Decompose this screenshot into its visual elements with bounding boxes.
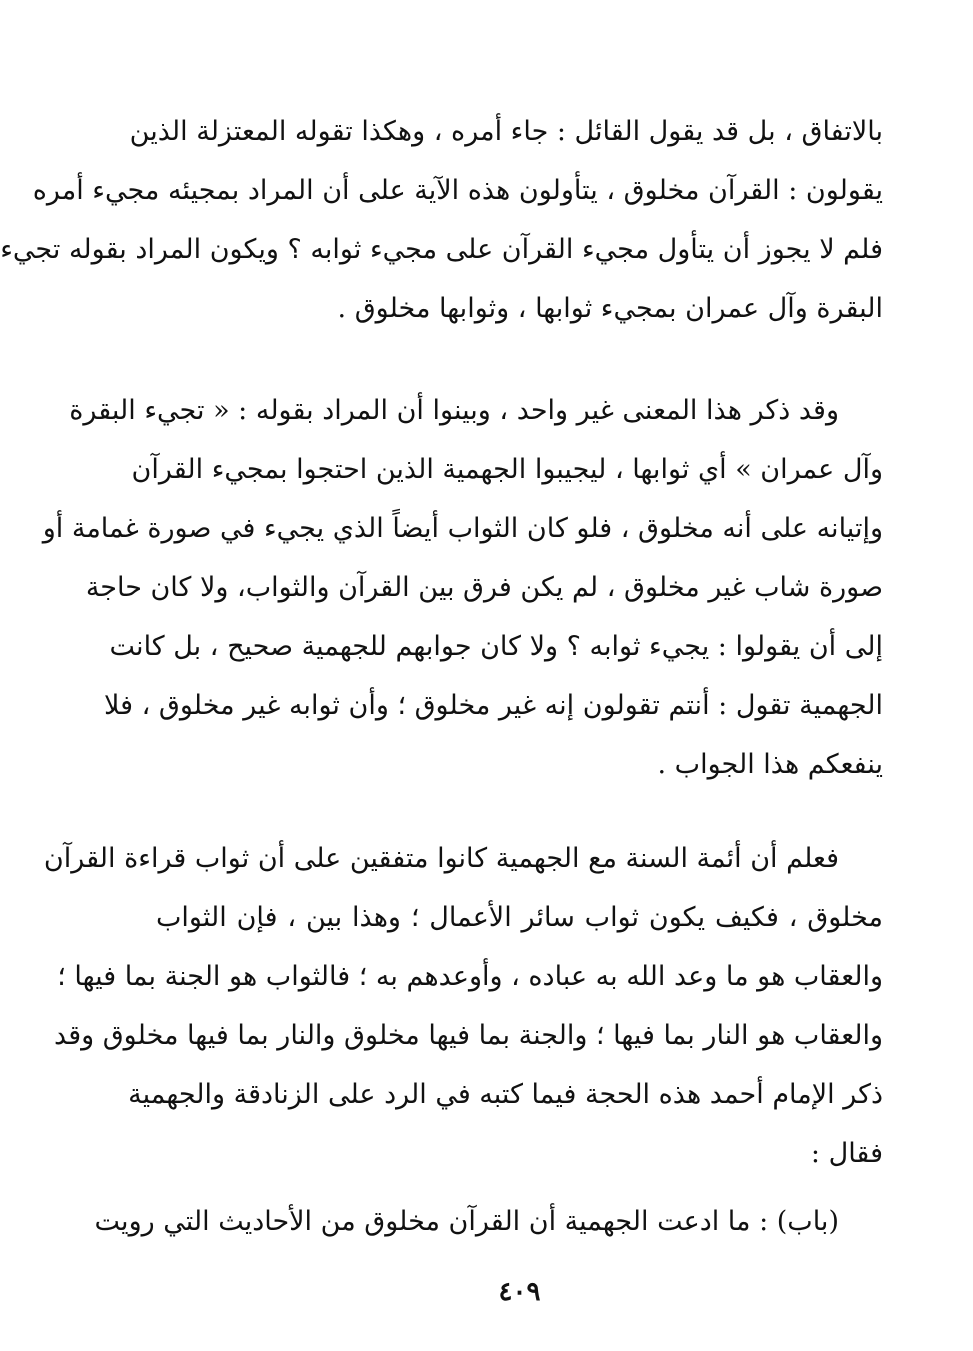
paragraph-2	[42, 381, 883, 794]
text-line: البقرة وآل عمران بمجيء ثوابها ، وثوابها مخلوق .	[337, 293, 883, 324]
text-line: بالاتفاق ، بل قد يقول القائل : جاء أمره ، وهكذا تقوله المعتزلة الذين	[129, 116, 883, 147]
text-line: (باب) : ما ادعت الجهمية أن القرآن مخلوق من الأحاديث التي رويت	[94, 1206, 839, 1237]
text-line: فقال :	[810, 1138, 883, 1169]
text-line: ذكر الإمام أحمد هذه الحجة فيما كتبه في الرد على الزنادقة والجهمية	[128, 1079, 883, 1110]
text-line: ينفعكم هذا الجواب .	[657, 749, 883, 780]
paragraph-1	[0, 102, 883, 338]
text-line: وآل عمران » أي ثوابها ، ليجيبوا الجهمية الذين احتجوا بمجيء القرآن	[131, 454, 883, 485]
text-line: فلم لا يجوز أن يتأول مجيء القرآن على مجيء ثوابه ؟ ويكون المراد بقوله تجيء	[0, 234, 883, 265]
text-line: والعقاب هو النار بما فيها ؛ والجنة بما فيها مخلوق والنار بما فيها مخلوق وقد	[54, 1020, 883, 1051]
text-line: وقد ذكر هذا المعنى غير واحد ، وبينوا أن المراد بقوله : « تجيء البقرة	[69, 395, 839, 426]
text-line: فعلم أن أئمة السنة مع الجهمية كانوا متفقين على أن ثواب قراءة القرآن	[43, 843, 839, 874]
text-line: إلى أن يقولوا : يجيء ثوابه ؟ ولا كان جوابهم للجهمية صحيح ، بل كانت	[109, 631, 883, 662]
text-line: والعقاب هو ما وعد الله به عباده ، وأوعدهم به ؛ فالثواب هو الجنة بما فيها ؛	[57, 961, 883, 992]
paragraph-3	[43, 829, 883, 1183]
text-line: مخلوق ، فكيف يكون ثواب سائر الأعمال ؛ وهذا بين ، فإن الثواب	[156, 902, 883, 933]
text-line: الجهمية تقول : أنتم تقولون إنه غير مخلوق ؛ وأن ثوابه غير مخلوق ، فلا	[104, 690, 883, 721]
text-line: يقولون : القرآن مخلوق ، يتأولون هذه الآية على أن المراد بمجيئه مجيء أمره	[32, 175, 883, 206]
page-number: ٤٠٩	[498, 1277, 541, 1307]
paragraph-4	[94, 1192, 883, 1251]
text-line: صورة شاب غير مخلوق ، لم يكن فرق بين القرآن والثواب، ولا كان حاجة	[85, 572, 883, 603]
text-line: وإتيانه على أنه مخلوق ، فلو كان الثواب أيضاً الذي يجيء في صورة غمامة أو	[42, 513, 883, 544]
